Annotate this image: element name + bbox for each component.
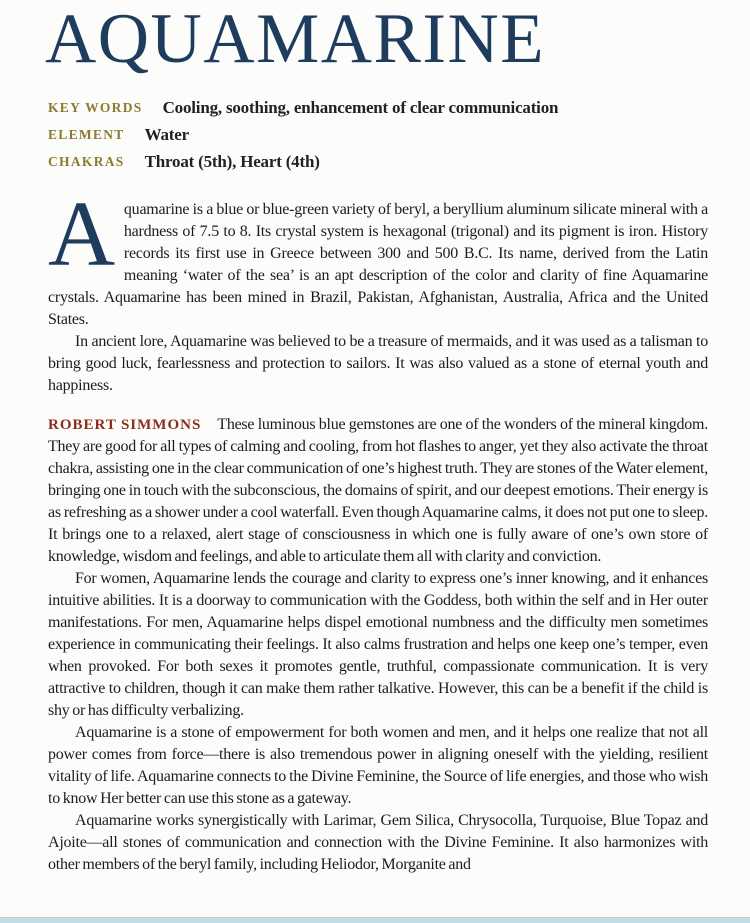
intro-paragraph-2: In ancient lore, Aquamarine was believed to be a treasure of mermaids, and it was used as a talisman to bring good luck, fearlessness and protection to sailors. It was also valued as a stone of eternal youth and happiness. xyxy=(48,333,708,394)
chakras-value: Throat (5th), Heart (4th) xyxy=(144,152,320,171)
element-value: Water xyxy=(144,125,189,144)
drop-cap: A xyxy=(48,183,115,286)
simmons-paragraph-1-text: These luminous blue gemstones are one of the wonders of the mineral kingdom. They are good for all types of calming and cooling, from hot flashes to anger, yet they also activate the throat chakra, assisting one in the clear communication of one’s highest truth. They are stones of the Water element, bringing one in touch with the subconscious, the domains of spirit, and our deepest emotions. Their energy is as refreshing as a shower under a cool waterfall. Even though Aquamarine calms, it does not put one to sleep. It brings one to a relaxed, alert stage of consciousness in which one is fully aware of one’s own store of knowledge, wisdom and feelings, and able to articulate them all with clarity and conviction. xyxy=(48,416,708,565)
simmons-paragraph-1 xyxy=(48,414,708,568)
simmons-section xyxy=(48,414,708,876)
intro-section xyxy=(48,183,708,397)
element-label: ELEMENT xyxy=(48,127,125,142)
keywords-label: KEY WORDS xyxy=(48,100,143,115)
intro-paragraph-1-text: quamarine is a blue or blue-green variety of beryl, a beryllium aluminum silicate mineral with a hardness of 7.5 to 8. Its crystal system is hexagonal (trigonal) and its pigment is iron. History records its first use in Greece between 300 and 500 B.C. Its name, derived from the Latin meaning ‘water of the sea’ is an apt description of the color and clarity of fine Aquamarine crystals. Aquamarine has been mined in Brazil, Pakistan, Afghanistan, Australia, Africa and the United States. xyxy=(48,201,708,328)
page-title: AQUAMARINE xyxy=(45,0,546,78)
next-page-edge-strip xyxy=(0,917,750,923)
attribute-row-chakras xyxy=(48,149,708,175)
simmons-paragraph-3: Aquamarine is a stone of empowerment for both women and men, and it helps one realize that not all power comes from force—there is also tremendous power in aligning oneself with the yielding, resilient vitality of life. Aquamarine connects to the Divine Feminine, the Source of life energies, and those who wish to know Her better can use this stone as a gateway. xyxy=(48,724,708,807)
attribute-row-keywords xyxy=(48,95,708,121)
simmons-paragraph-2: For women, Aquamarine lends the courage and clarity to express one’s inner knowing, and it enhances intuitive abilities. It is a doorway to communication with the Goddess, both within the self and in Her outer manifestations. For men, Aquamarine helps dispel emotional numbness and the difficulty men sometimes experience in communicating their feelings. It also calms frustration and helps one keep one’s temper, even when provoked. For both sexes it promotes gentle, truthful, compassionate communication. It is very attractive to children, though it can make them rather talkative. However, this can be a benefit if the child is shy or has difficulty verbalizing. xyxy=(48,570,708,719)
simmons-paragraph-4: Aquamarine works synergistically with Larimar, Gem Silica, Chrysocolla, Turquoise, Blue Topaz and Ajoite—all stones of communication and connection with the Divine Feminine. It also harmonizes with other members of the beryl family, including Heliodor, Morganite and xyxy=(48,812,708,873)
chakras-label: CHAKRAS xyxy=(48,154,125,169)
section-divider-gap xyxy=(48,397,708,414)
keywords-value: Cooling, soothing, enhancement of clear communication xyxy=(162,98,559,117)
attribute-block xyxy=(48,95,708,175)
intro-paragraph-1 xyxy=(48,183,708,331)
author-name-label: ROBERT SIMMONS xyxy=(48,417,202,433)
attribute-row-element xyxy=(48,122,708,148)
